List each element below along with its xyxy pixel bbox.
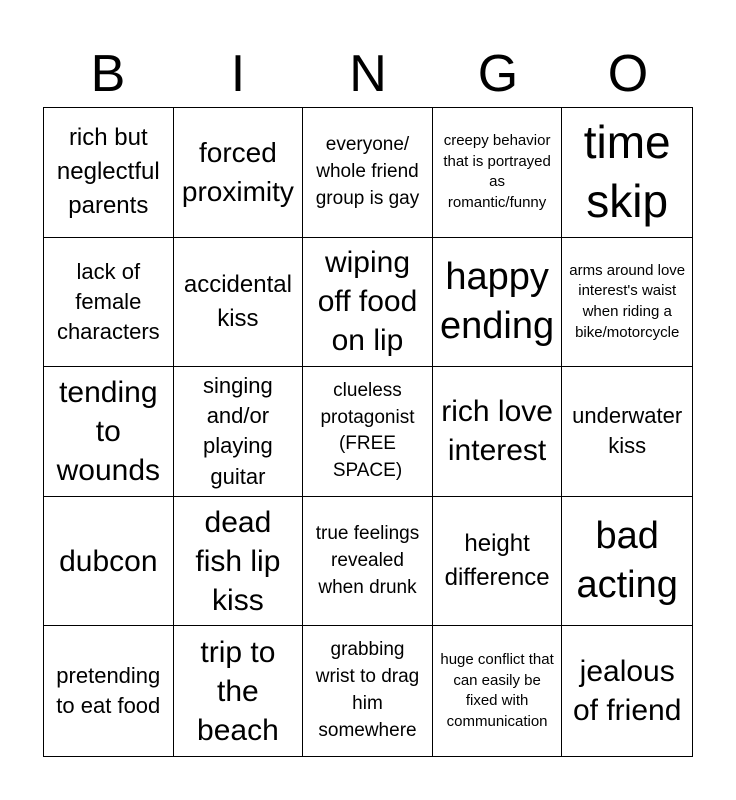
cell-text: pretending to eat food [56,663,161,719]
cell-text: creepy behavior that is portrayed as romantic/funny [443,131,551,211]
bingo-cell[interactable] [433,108,563,238]
bingo-cell[interactable] [562,108,692,238]
bingo-cell[interactable] [433,367,563,497]
bingo-cell[interactable] [44,108,174,238]
cell-text: huge conflict that can easily be fixed with communication [440,650,554,730]
header-letter-n: N [349,45,387,103]
cell-text: height difference [444,530,550,592]
bingo-cell[interactable] [44,497,174,627]
cell-text: underwater kiss [572,403,683,459]
cell-text: dead fish lip kiss [195,505,281,617]
bingo-cell[interactable] [303,626,433,756]
bingo-cell[interactable] [174,626,304,756]
bingo-cell[interactable] [44,367,174,497]
cell-text: singing and/or playing guitar [203,373,273,489]
cell-text: arms around love interest's waist when riding a bike/motorcycle [569,261,686,341]
bingo-cell[interactable] [44,238,174,368]
cell-text: everyone/ whole friend group is gay [315,133,420,209]
header-letter-o: O [607,45,649,103]
bingo-cell[interactable] [174,367,304,497]
bingo-cell[interactable] [303,108,433,238]
cell-text: lack of female characters [56,258,160,344]
cell-text: clueless protagonist (FREE SPACE) [320,379,415,482]
cell-text: accidental kiss [183,270,292,332]
bingo-cell[interactable] [303,238,433,368]
bingo-cell[interactable] [562,238,692,368]
bingo-cell[interactable] [562,367,692,497]
cell-text: dubcon [59,544,158,578]
cell-text: trip to the beach [197,635,279,747]
cell-text: jealous of friend [572,655,682,728]
bingo-cell[interactable] [174,108,304,238]
cell-text: happy ending [440,255,555,347]
cell-text: grabbing wrist to drag him somewhere [315,639,420,742]
bingo-cell[interactable] [174,497,304,627]
bingo-header [43,40,693,108]
bingo-cell[interactable] [303,497,433,627]
cell-text: tending to wounds [56,375,160,487]
bingo-cell[interactable] [562,626,692,756]
bingo-cell[interactable] [44,626,174,756]
cell-text: rich but neglectful parents [56,124,160,220]
header-letter-b: B [90,45,126,103]
header-letter-i: I [230,45,246,103]
bingo-cell[interactable] [174,238,304,368]
cell-text: wiping off food on lip [317,246,418,358]
bingo-cell[interactable] [303,367,433,497]
bingo-cell[interactable] [433,238,563,368]
bingo-cell[interactable] [562,497,692,627]
bingo-board [43,107,693,757]
cell-text: time skip [583,115,671,228]
cell-text: true feelings revealed when drunk [315,522,420,598]
header-letter-g: G [477,45,519,103]
cell-text: rich love interest [441,395,553,468]
cell-text: bad acting [576,514,678,607]
cell-text: forced proximity [181,137,294,208]
bingo-cell[interactable] [433,626,563,756]
bingo-cell[interactable] [433,497,563,627]
